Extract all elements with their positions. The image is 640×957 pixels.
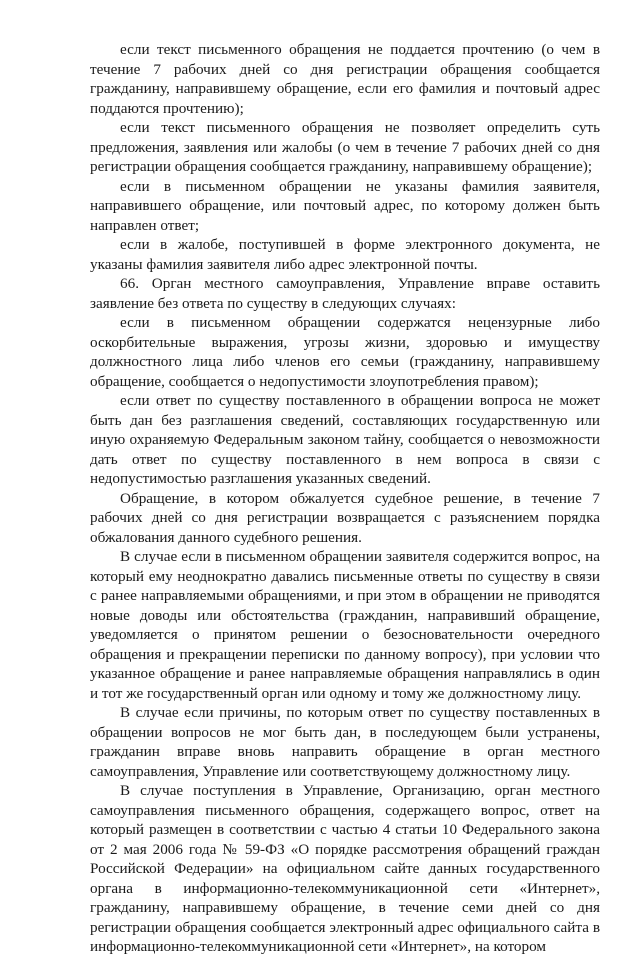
paragraph-repeated-question: В случае если в письменном обращении заявителя содержится вопрос, на который ему неоднократно давались письменные ответы по существу в связи с ранее направляемыми обращениями, и при этом в обращении не приводятся новые доводы или обстоятельства (гражданин, направивший обращение, уведомляется о принятом решении о безосновательности очередного обращения и прекращении переписки по данному вопросу), при условии что указанное обращение и ранее направляемые обращения направлялись в один и тот же государственный орган или одному и тому же должностному лицу. [90, 548, 600, 702]
document-page [90, 40, 600, 957]
paragraph-reasons-eliminated: В случае если причины, по которым ответ по существу поставленных в обращении вопросов не мог быть дан, в последующем были устранены, гражданин вправе вновь направить обращение в орган местного самоуправления, Управление или соответствующему должностному лицу. [90, 704, 600, 780]
paragraph-unclear-essence: если текст письменного обращения не позволяет определить суть предложения, заявления или жалобы (о чем в течение 7 рабочих дней со дня регистрации обращения сообщается гражданину, направившему обращение); [90, 119, 600, 175]
paragraph-unreadable-text: если текст письменного обращения не поддается прочтению (о чем в течение 7 рабочих дней со дня регистрации обращения сообщается гражданину, направившему обращение, если его фамилия и почтовый адрес поддаются прочтению); [90, 41, 600, 117]
paragraph-no-surname: если в письменном обращении не указаны фамилия заявителя, направившего обращение, или почтовый адрес, по которому должен быть направлен ответ; [90, 177, 600, 234]
paragraph-court-decision: Обращение, в котором обжалуется судебное решение, в течение 7 рабочих дней со дня регистрации возвращается с разъяснением порядка обжалования данного судебного решения. [90, 489, 600, 546]
paragraph-answer-published: В случае поступления в Управление, Организацию, орган местного самоуправления письменного обращения, содержащего вопрос, ответ на который размещен в соответствии с частью 4 статьи 10 Федерального закона от 2 мая 2006 года № 59-ФЗ «О порядке рассмотрения обращений граждан Российской Федерации» на официальном сайте данных государственного органа в информационно-телекоммуникационной сети «Интернет», гражданину, направившему обращение, в течение семи дней со дня регистрации обращения сообщается электронный адрес официального сайта в информационно-телекоммуникационной сети «Интернет», на котором [90, 782, 600, 955]
paragraph-clause-66: 66. Орган местного самоуправления, Управление вправе оставить заявление без ответа по существу в следующих случаях: [90, 275, 600, 312]
paragraph-electronic-complaint: если в жалобе, поступившей в форме электронного документа, не указаны фамилия заявителя либо адрес электронной почты. [90, 236, 600, 273]
paragraph-obscene-language: если в письменном обращении содержатся нецензурные либо оскорбительные выражения, угрозы жизни, здоровью и имуществу должностного лица либо членов его семьи (гражданину, направившему обращение, сообщается о недопустимости злоупотребления правом); [90, 314, 600, 390]
paragraph-state-secret: если ответ по существу поставленного в обращении вопроса не может быть дан без разглашения сведений, составляющих государственную или иную охраняемую Федеральным законом тайну, сообщается о невозможности дать ответ по существу поставленного в нем вопроса в связи с недопустимостью разглашения указанных сведений. [90, 392, 600, 487]
